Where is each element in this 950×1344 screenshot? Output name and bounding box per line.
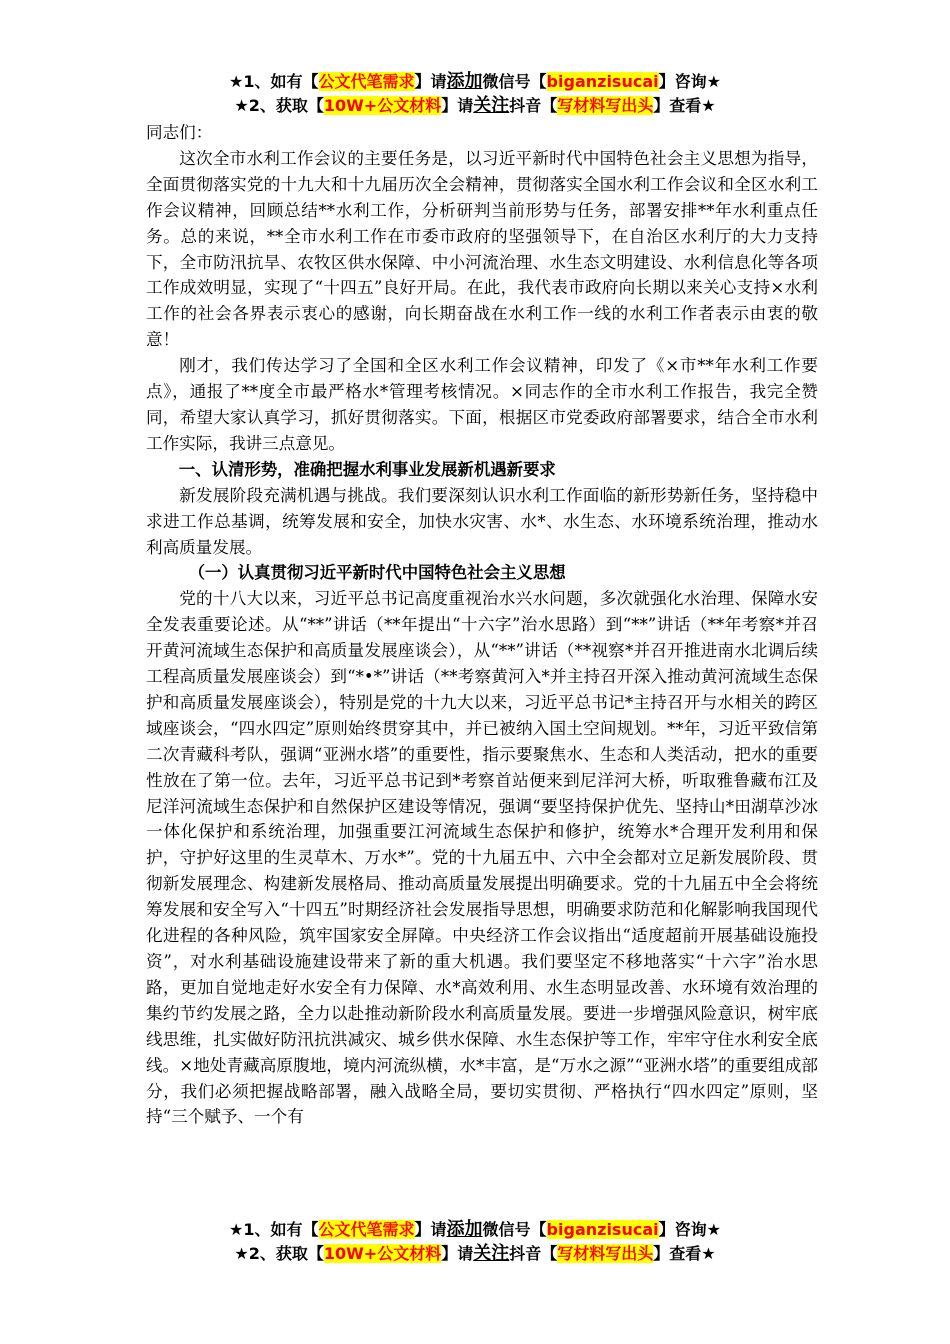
banner-text: ★2、获取【 xyxy=(234,1244,324,1263)
banner-emphasis: 关注 xyxy=(473,95,510,116)
promo-banner-top-line2 xyxy=(0,94,950,118)
paragraph-intro: 这次全市水利工作会议的主要任务是，以习近平新时代中国特色社会主义思想为指导，全面贯彻落实党的十九大和十九届历次全会精神，贯彻落实全国水利工作会议和全区水利工作会议精神，回顾总结**水利工作，分析研判当前形势与任务，部署安排**年水利重点任务。总的来说，**全市水利工作在市委市政府的坚强领导下，在自治区水利厅的大力支持下，全市防汛抗旱、农牧区供水保障、中小河流治理、水生态文明建设、水利信息化等各项工作成效明显，实现了“十四五”良好开局。在此，我代表市政府向长期以来关心支持×水利工作的社会各界表示衷心的感谢，向长期奋战在水利工作一线的水利工作者表示由衷的敬意！ xyxy=(146,148,818,350)
paragraph-subsection-1: 党的十八大以来，习近平总书记高度重视治水兴水问题，多次就强化水治理、保障水安全发表重要论述。从“**”讲话（**年提出“十六字”治水思路）到“**”讲话（**年考察*并召开黄河流域生态保护和高质量发展座谈会），从“**”讲话（**视察*并召开推进南水北调后续工程高质量发展座谈会）到“*•*”讲话（**考察黄河入*并主持召开深入推动黄河流域生态保护和高质量发展座谈会），特别是党的十九大以来，习近平总书记*主持召开与水相关的跨区域座谈会，“四水四定”原则始终贯穿其中，并已被纳入国土空间规划。**年，习近平致信第二次青藏科考队，强调“亚洲水塔”的重要性，指示要聚焦水、生态和人类活动，把水的重要性放在了第一位。去年，习近平总书记到*考察首站便来到尼洋河大桥，听取雅鲁藏布江及尼洋河流域生态保护和自然保护区建设等情况，强调“要坚持保护优先、坚持山*田湖草沙冰一体化保护和系统治理，加强重要江河流域生态保护和修护，统筹水*合理开发利用和保护，守护好这里的生灵草木、万水*”。党的十九届五中、六中全会都对立足新发展阶段、贯彻新发展理念、构建新发展格局、推动高质量发展提出明确要求。党的十九届五中全会将统筹发展和安全写入“十四五”时期经济社会发展指导思想，明确要求防范和化解影响我国现代化进程的各种风险，筑牢国家安全屏障。中央经济工作会议指出“适度超前开展基础设施投资”，对水利基础设施建设带来了新的重大机遇。我们要坚定不移地落实“十六字”治水思路，更加自觉地走好水安全有力保障、水*高效利用、水生态明显改善、水环境有效治理的集约节约发展之路，全力以赴推动新阶段水利高质量发展。要进一步增强风险意识，树牢底线思维，扎实做好防汛抗洪减灾、城乡供水保障、水生态保护等工作，牢牢守住水利安全底线。×地处青藏高原腹地，境内河流纵横，水*丰富，是“万水之源”“亚洲水塔”的重要组成部分，我们必须把握战略部署，融入战略全局，要切实贯彻、严格执行“四水四定”原则，坚持“三个赋予、一个有 xyxy=(146,589,818,1127)
banner-emphasis: 添加 xyxy=(446,71,483,92)
document-body xyxy=(146,120,818,1130)
banner-highlight: biganzisucai xyxy=(546,72,659,91)
banner-text: ★2、获取【 xyxy=(234,96,324,115)
banner-highlight: 公文代笔需求 xyxy=(318,72,415,91)
banner-highlight: 写材料写出头 xyxy=(557,1244,654,1263)
banner-text: 抖音【 xyxy=(509,96,558,115)
banner-text: ★1、如有【 xyxy=(229,1220,319,1239)
banner-text: 】查看★ xyxy=(653,1244,716,1263)
banner-text: 抖音【 xyxy=(509,1244,558,1263)
banner-emphasis: 关注 xyxy=(473,1243,510,1264)
banner-text: 】咨询★ xyxy=(658,72,721,91)
promo-banner-bottom-line2 xyxy=(0,1242,950,1266)
banner-highlight: 写材料写出头 xyxy=(557,96,654,115)
salutation: 同志们： xyxy=(146,123,213,142)
banner-text: 】咨询★ xyxy=(658,1220,721,1239)
banner-text: 】请 xyxy=(441,1244,474,1263)
paragraph-section-1: 新发展阶段充满机遇与挑战。我们要深刻认识水利工作面临的新形势新任务，坚持稳中求进工作总基调，统筹发展和安全，加快水灾害、水*、水生态、水环境系统治理，推动水利高质量发展。 xyxy=(146,485,818,557)
paragraph-summary: 刚才，我们传达学习了全国和全区水利工作会议精神，印发了《×市**年水利工作要点》，通报了**度全市最严格水*管理考核情况。×同志作的全市水利工作报告，我完全赞同，希望大家认真学习，抓好贯彻落实。下面，根据区市党委政府部署要求，结合全市水利工作实际，我讲三点意见。 xyxy=(146,356,818,453)
banner-highlight: 10W+公文材料 xyxy=(323,96,442,115)
banner-text: 】查看★ xyxy=(653,96,716,115)
banner-text: 】请 xyxy=(414,1220,447,1239)
section-heading-1: 一、认清形势，准确把握水利事业发展新机遇新要求 xyxy=(178,459,556,479)
banner-text: 微信号【 xyxy=(482,1220,547,1239)
banner-text: ★1、如有【 xyxy=(229,72,319,91)
banner-highlight: 10W+公文材料 xyxy=(323,1244,442,1263)
banner-text: 】请 xyxy=(441,96,474,115)
promo-banner-bottom-line1 xyxy=(0,1218,950,1242)
banner-highlight: biganzisucai xyxy=(546,1220,659,1239)
subsection-heading-1: （一）认真贯彻习近平新时代中国特色社会主义思想 xyxy=(188,563,566,583)
banner-text: 微信号【 xyxy=(482,72,547,91)
banner-text: 】请 xyxy=(414,72,447,91)
banner-highlight: 公文代笔需求 xyxy=(318,1220,415,1239)
banner-emphasis: 添加 xyxy=(446,1219,483,1240)
promo-banner-top-line1 xyxy=(0,70,950,94)
